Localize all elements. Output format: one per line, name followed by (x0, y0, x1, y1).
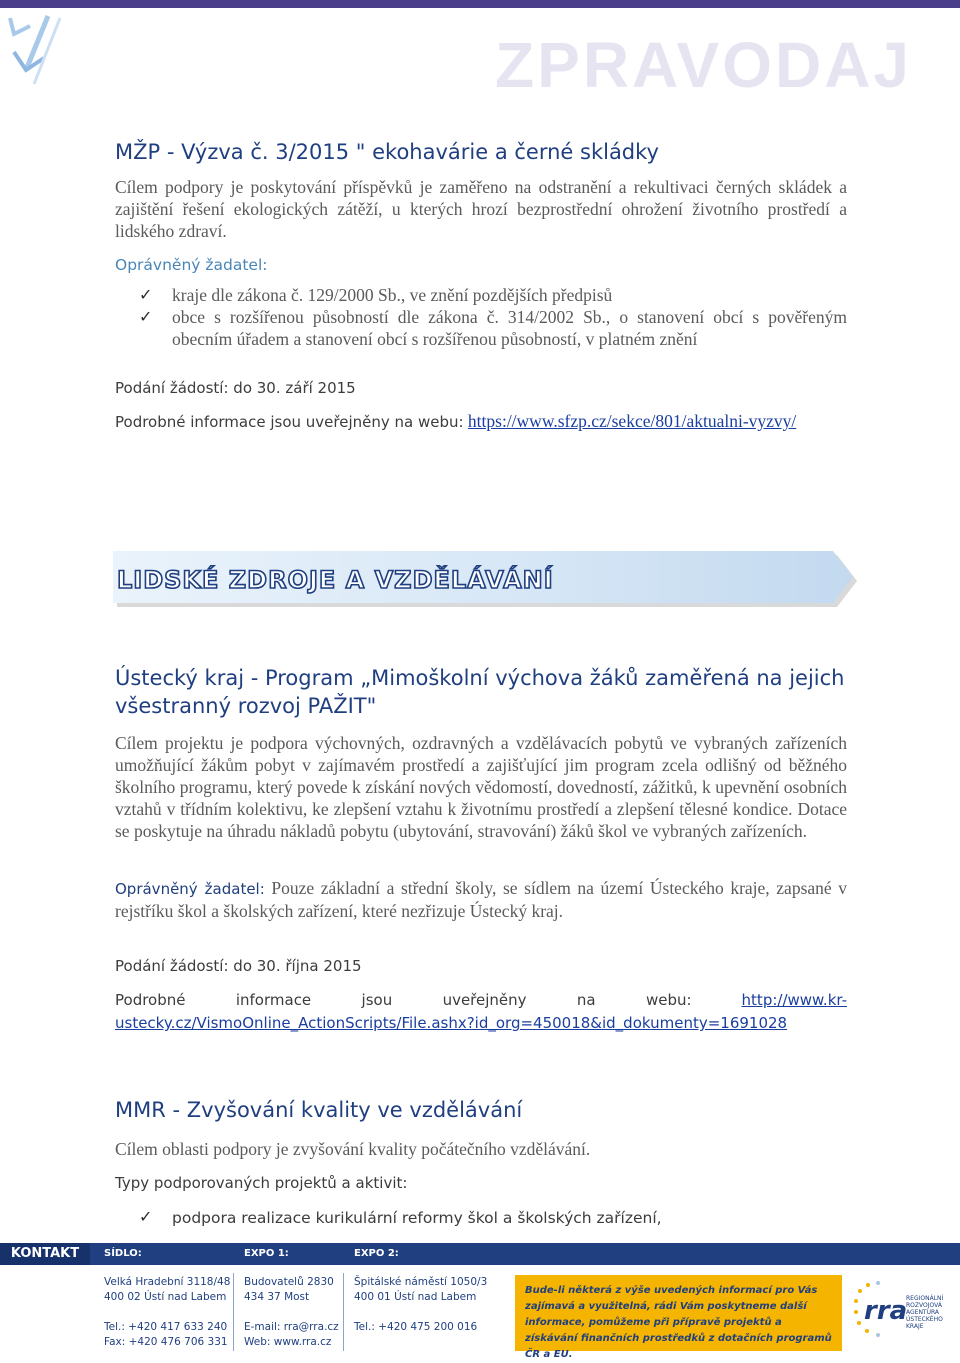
footer-email[interactable]: E-mail: rra@rra.cz (244, 1321, 339, 1333)
footer-kontakt: KONTAKT (0, 1243, 90, 1265)
checkmark-icon: ✓ (139, 285, 153, 304)
footer-divider (233, 1273, 234, 1351)
info-paragraph: Podrobné informace jsou uveřejněny na webu: http://www.kr-ustecky.cz/VismoOnline_ActionScripts/File.ashx?id_org=450018&id_dokumenty=1691028 (115, 991, 848, 1032)
section-heading: Ústecký kraj - Program „Mimoškolní výchova žáků zaměřená na jejich všestranný rozvoj PAŽIT" (115, 666, 845, 718)
footer-expo1-label: EXPO 1: (244, 1248, 289, 1259)
footer-expo2: Špitálské náměstí 1050/3 400 01 Ústí nad Labem Tel.: +420 475 200 016 (354, 1276, 488, 1333)
deadline: Podání žádostí: do 30. září 2015 (115, 379, 356, 397)
footer (0, 1243, 960, 1358)
eligible-label: Oprávněný žadatel: (115, 880, 265, 898)
eligible-paragraph: Oprávněný žadatel: Pouze základní a střední školy, se sídlem na území Ústeckého kraje, zapsané v rejstříku škol a školských zařízení, které nezřizuje Ústecký kraj. (115, 878, 848, 921)
arrow-decoration-icon (0, 8, 90, 98)
footer-header (0, 1243, 960, 1265)
eligible-list (115, 284, 847, 350)
types-list (115, 1206, 847, 1229)
section-mmr (115, 1096, 847, 1229)
masthead-title: ZPRAVODAJ (495, 29, 912, 101)
list-item: ✓ obce s rozšířenou působností dle zákona č. 314/2002 Sb., o stanovení obcí s pověřeným obecním úřadem a stanovení obcí s rozšířenou působností, v platném znění (139, 307, 847, 349)
section-ustecky (115, 664, 847, 1034)
rra-logo (850, 1279, 950, 1349)
section-heading: MMR - Zvyšování kvality ve vzdělávání (115, 1098, 523, 1122)
info-paragraph: Podrobné informace jsou uveřejněny na webu: https://www.sfzp.cz/sekce/801/aktualni-vyzvy/ (115, 411, 797, 431)
checkmark-icon: ✓ (139, 1207, 153, 1226)
footer-expo1: Budovatelů 2830 434 37 Most E-mail: rra@rra.cz Web: www.rra.cz (244, 1276, 339, 1348)
deadline: Podání žádostí: do 30. října 2015 (115, 957, 362, 975)
list-item: ✓ kraje dle zákona č. 129/2000 Sb., ve znění pozdějších předpisů (139, 285, 613, 305)
list-item: ✓ podpora realizace kurikulární reformy škol a školských zařízení, (139, 1207, 662, 1227)
eligible-label: Oprávněný žadatel: (115, 256, 268, 274)
svg-text:rra: rra (864, 1296, 908, 1326)
banner-title: LIDSKÉ ZDROJE A VZDĚLÁVÁNÍ (117, 566, 554, 594)
footer-sidlo: Velká Hradební 3118/48 400 02 Ústí nad Labem Tel.: +420 417 633 240 Fax: +420 476 706 331 (104, 1276, 231, 1348)
types-label: Typy podporovaných projektů a aktivit: (115, 1174, 408, 1192)
logo-caption: REGIONÁLNÍ ROZVOJOVÁ AGENTURA ÚSTECKÉHO KRAJE (906, 1295, 944, 1330)
footer-sidlo-label: SÍDLO: (104, 1248, 142, 1259)
footer-divider (343, 1273, 344, 1351)
info-link[interactable]: https://www.sfzp.cz/sekce/801/aktualni-vyzvy/ (467, 411, 797, 431)
section-description: Cílem projektu je podpora výchovných, ozdravných a vzdělávacích pobytů ve vybraných zařízeních umožňující žákům pobyt v zajímavém prostředí a zajišťující jim program zcela odlišný od běžného školního programu, který povede k získání nových vědomostí, dovedností, zážitků, k upevnění osobních vztahů v třídním kolektivu, ke zlepšení vztahu k životnímu prostředí a zlepšení tělesné kondice. Dotace se poskytuje na úhradu nákladů pobytu (ubytování, stravování) žáků škol ve vybraných zařízeních. (115, 733, 847, 841)
section-heading: MŽP - Výzva č. 3/2015 " ekohavárie a černé skládky (115, 140, 659, 164)
footer-expo2-label: EXPO 2: (354, 1248, 399, 1259)
section-description: Cílem oblasti podpory je zvyšování kvality počátečního vzdělávání. (115, 1139, 591, 1159)
section-description: Cílem podpory je poskytování příspěvků je zaměřeno na odstranění a rekultivaci černých skládek a zajištění řešení ekologických zátěží, u kterých hrozí bezprostřední ohrožení životního prostředí a lidského zdraví. (115, 177, 847, 241)
checkmark-icon: ✓ (139, 307, 153, 326)
info-link[interactable]: http://www.kr-ustecky.cz/VismoOnline_ActionScripts/File.ashx?id_org=450018&id_dokumenty=1691028 (115, 991, 848, 1032)
section-mzp (115, 138, 847, 433)
footer-web[interactable]: Web: www.rra.cz (244, 1336, 332, 1348)
top-bar (0, 0, 960, 8)
footer-notice: Bude-li některá z výše uvedených informací pro Vás zajímavá a využitelná, rádi Vám poskytneme další informace, pomůžeme při přípravě projektů a získávání finančních prostředků z dotačních programů ČR a EU. (515, 1275, 842, 1351)
